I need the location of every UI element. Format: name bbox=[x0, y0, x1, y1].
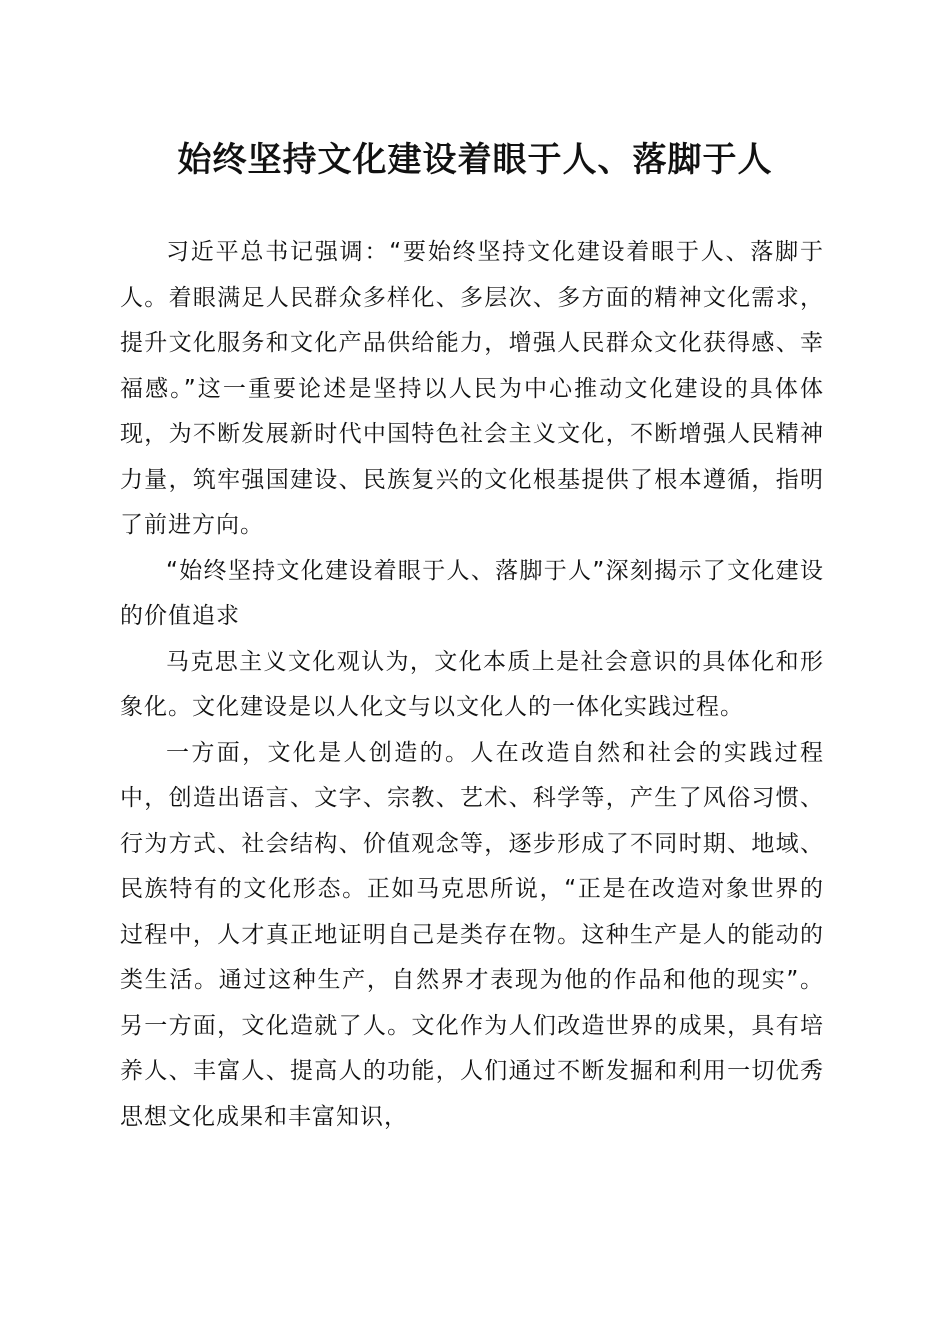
paragraph-4: 一方面，文化是人创造的。人在改造自然和社会的实践过程中，创造出语言、文字、宗教、艺术、科学等，产生了风俗习惯、行为方式、社会结构、价值观念等，逐步形成了不同时期、地域、民族特有的文化形态。正如马克思所说，“正是在改造对象世界的过程中，人才真正地证明自己是类存在物。这种生产是人的能动的类生活。通过这种生产，自然界才表现为他的作品和他的现实”。另一方面，文化造就了人。文化作为人们改造世界的成果，具有培养人、丰富人、提高人的功能，人们通过不断发掘和利用一切优秀思想文化成果和丰富知识， bbox=[120, 739, 824, 1130]
document-title: 始终坚持文化建设着眼于人、落脚于人 bbox=[177, 140, 773, 180]
document-body bbox=[120, 230, 824, 1140]
paragraph-1: 习近平总书记强调：“要始终坚持文化建设着眼于人、落脚于人。着眼满足人民群众多样化、多层次、多方面的精神文化需求，提升文化服务和文化产品供给能力，增强人民群众文化获得感、幸福感。”这一重要论述是坚持以人民为中心推动文化建设的具体体现，为不断发展新时代中国特色社会主义文化，不断增强人民精神力量，筑牢强国建设、民族复兴的文化根基提供了根本遵循，指明了前进方向。 bbox=[120, 239, 824, 538]
paragraph-3: 马克思主义文化观认为，文化本质上是社会意识的具体化和形象化。文化建设是以人化文与以文化人的一体化实践过程。 bbox=[120, 648, 824, 720]
paragraph-2: “始终坚持文化建设着眼于人、落脚于人”深刻揭示了文化建设的价值追求 bbox=[120, 557, 824, 629]
